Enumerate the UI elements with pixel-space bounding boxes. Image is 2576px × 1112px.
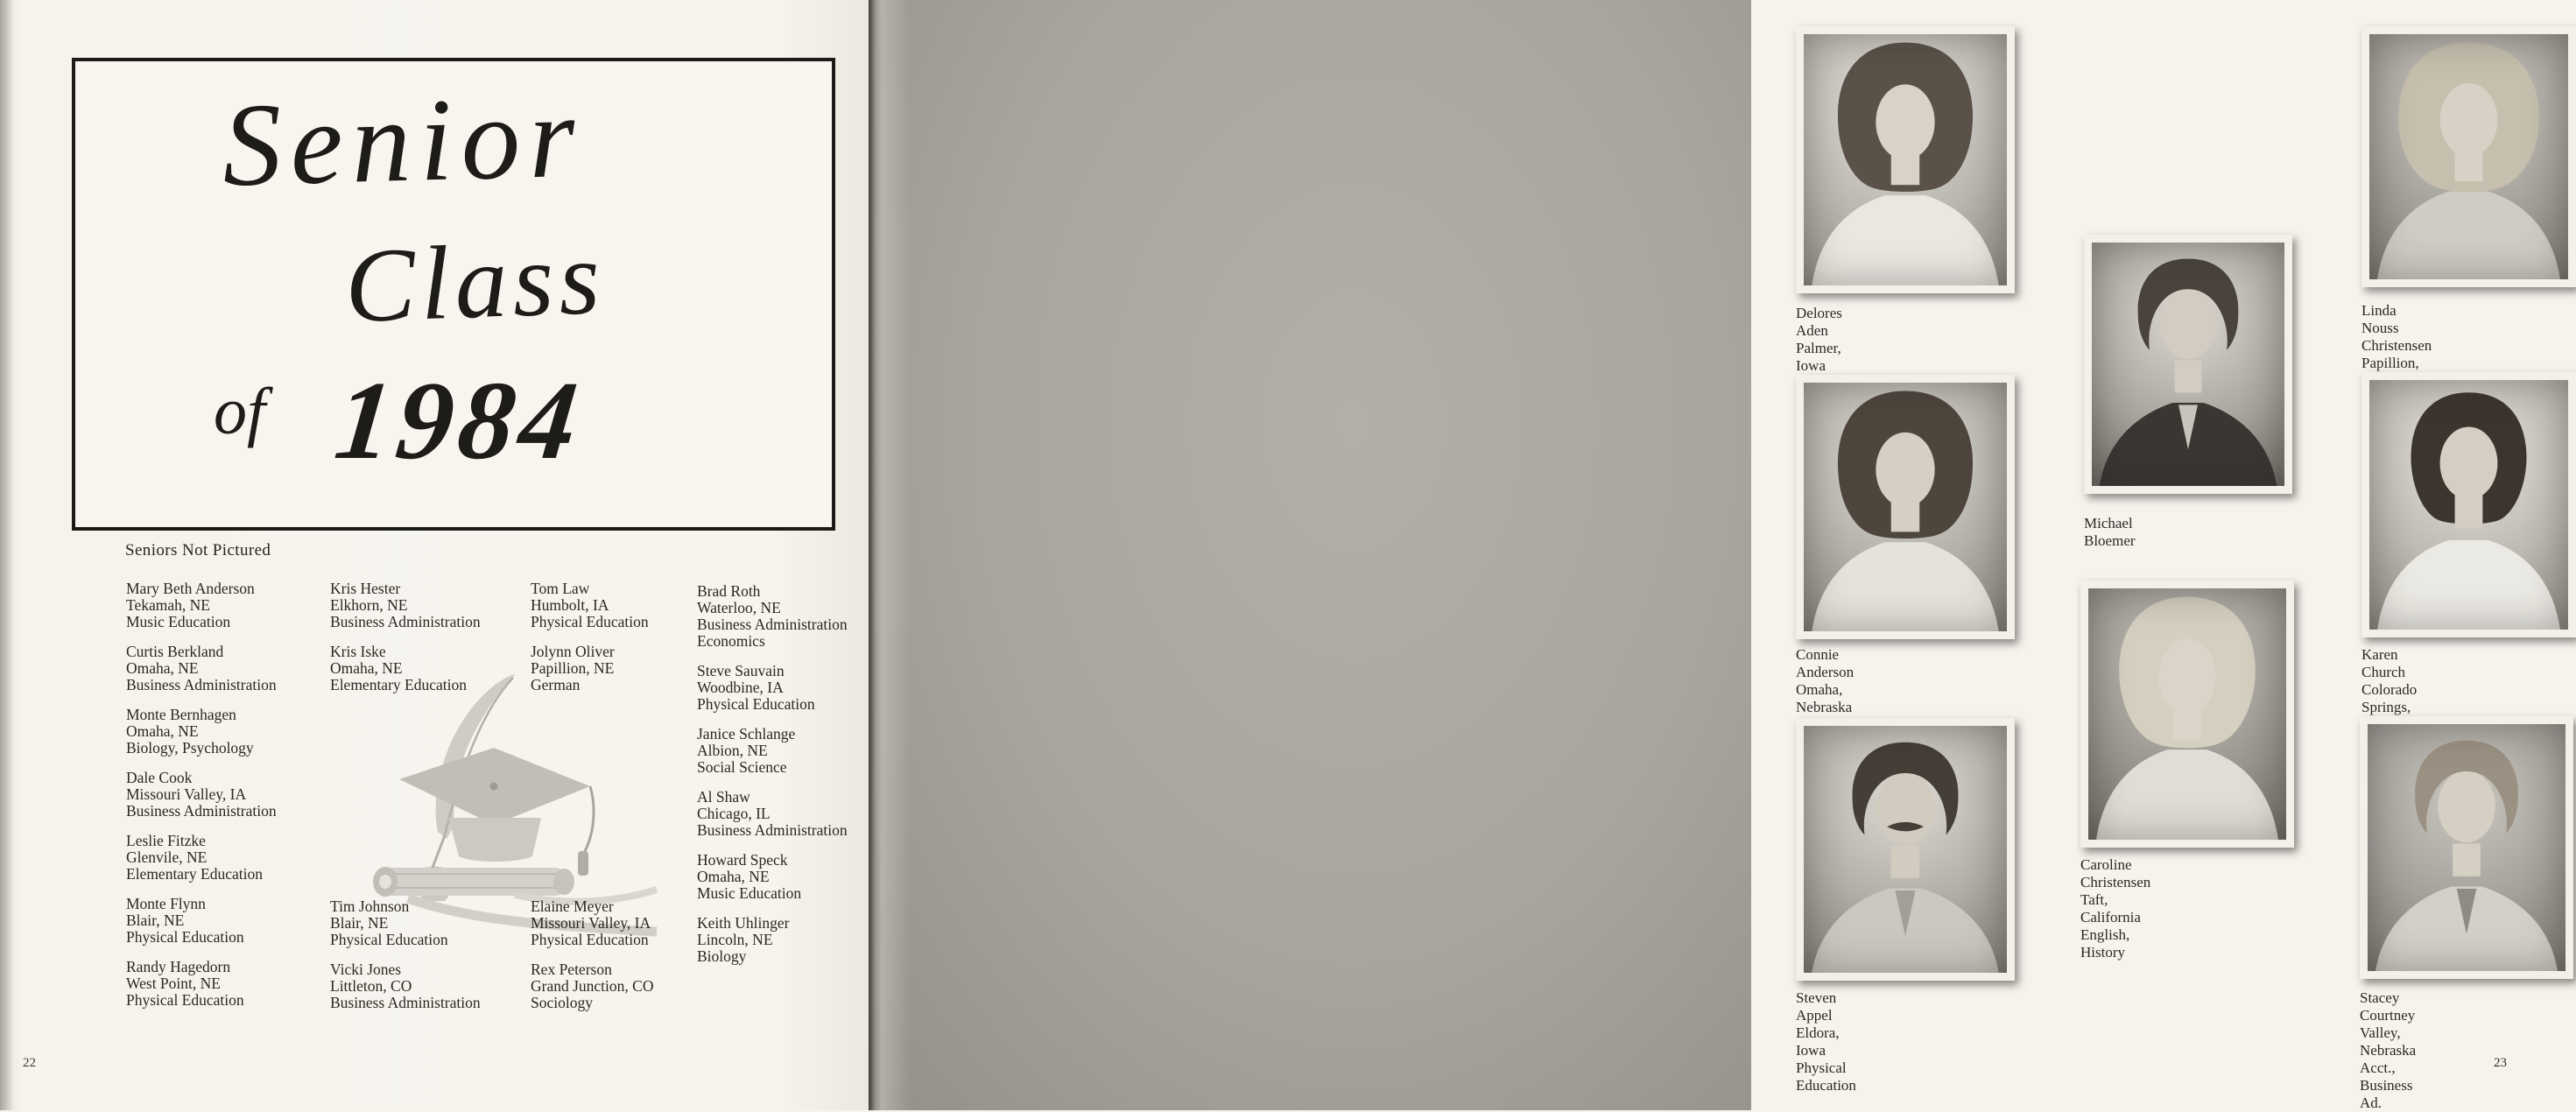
unpictured-senior-entry <box>126 644 326 693</box>
senior-name: Dale Cook <box>126 769 193 786</box>
person-silhouette-icon <box>2368 724 2565 971</box>
student-hometown: Eldora, Iowa <box>1796 1024 1840 1059</box>
senior-hometown: Omaha, NE <box>126 722 199 740</box>
senior-name: Janice Schlange <box>697 725 796 743</box>
student-hometown: Taft, California <box>2080 891 2141 925</box>
yearbook-right-page <box>869 0 2507 1111</box>
senior-hometown: Omaha, NE <box>697 868 770 885</box>
senior-name: Brad Roth <box>697 582 761 600</box>
person-silhouette-icon <box>2092 243 2284 486</box>
senior-hometown: Waterloo, NE <box>697 599 781 616</box>
student-name: Stacey Courtney <box>2360 989 2416 1024</box>
section-heading: Seniors Not Pictured <box>125 541 271 560</box>
column-gap <box>330 707 530 898</box>
student-name: Connie Anderson <box>1796 646 1855 680</box>
page-number-left: 22 <box>23 1056 36 1070</box>
person-silhouette-icon <box>1804 383 2007 631</box>
senior-hometown: Omaha, NE <box>330 659 403 677</box>
unpictured-senior-entry <box>126 959 326 1009</box>
student-major: Acct., Business Ad. <box>2360 1059 2413 1111</box>
senior-name: Keith Uhlinger <box>697 914 790 932</box>
person-silhouette-icon <box>2369 380 2568 630</box>
student-hometown: Omaha, Nebraska <box>1796 681 1853 715</box>
senior-hometown: Humbolt, IA <box>531 596 609 614</box>
senior-hometown: Elkhorn, NE <box>330 596 408 614</box>
senior-major: Elementary Education <box>330 676 467 693</box>
portrait-photo-delores-aden <box>1796 26 2015 293</box>
portrait-image <box>2369 380 2568 630</box>
senior-name: Leslie Fitzke <box>126 832 206 849</box>
title-word-of: of <box>214 375 266 448</box>
portrait-image <box>2092 243 2284 486</box>
senior-name: Monte Flynn <box>126 895 206 912</box>
senior-name: Al Shaw <box>697 788 750 806</box>
senior-hometown: Grand Junction, CO <box>531 977 654 995</box>
unpictured-senior-entry <box>330 961 530 1011</box>
student-hometown: Valley, Nebraska <box>2360 1024 2417 1059</box>
unpictured-senior-entry <box>126 896 326 946</box>
student-name: Michael Bloemer <box>2084 515 2136 549</box>
senior-hometown: Omaha, NE <box>126 659 199 677</box>
student-hometown: Palmer, Iowa <box>1796 340 1841 374</box>
senior-name: Tim Johnson <box>330 897 410 915</box>
scan-edge-shadow <box>0 0 14 1110</box>
portrait-photo-connie-anderson <box>1796 375 2015 639</box>
portrait-image <box>2088 588 2286 840</box>
unpictured-senior-entry <box>697 583 897 650</box>
unpictured-senior-entry <box>126 581 326 630</box>
senior-major: German <box>531 676 581 693</box>
unpictured-senior-entry <box>126 770 326 820</box>
portrait-image <box>2368 724 2565 971</box>
senior-major: Business Administration <box>330 994 481 1011</box>
senior-name: Jolynn Oliver <box>531 643 615 660</box>
photo-caption <box>2360 989 2416 1112</box>
senior-name: Tom Law <box>531 580 590 597</box>
photo-caption <box>2080 856 2150 961</box>
unpictured-column-1 <box>126 581 326 1022</box>
person-silhouette-icon <box>2369 34 2568 279</box>
student-major: Physical Education <box>1796 1059 1856 1094</box>
senior-major: Physical Education <box>126 928 244 946</box>
unpictured-senior-entry <box>126 707 326 757</box>
senior-hometown: Littleton, CO <box>330 977 412 995</box>
portrait-photo-karen-church <box>2361 372 2576 637</box>
portrait-image <box>2369 34 2568 279</box>
title-year: 1984 <box>329 358 588 482</box>
senior-major: Biology, Psychology <box>126 739 254 757</box>
senior-name: Howard Speck <box>697 851 788 869</box>
senior-name: Vicki Jones <box>330 961 402 978</box>
unpictured-senior-entry <box>697 663 897 713</box>
student-hometown: Papillion, <box>2361 355 2419 371</box>
senior-hometown: Tekamah, NE <box>126 596 210 614</box>
senior-name: Mary Beth Anderson <box>126 580 255 597</box>
photo-caption <box>1796 989 1856 1094</box>
unpictured-senior-entry <box>697 789 897 839</box>
portrait-photo-linda-nouss-christensen <box>2361 26 2576 287</box>
photo-caption <box>2084 515 2136 550</box>
unpictured-senior-entry <box>330 644 530 693</box>
unpictured-senior-entry <box>697 852 897 902</box>
senior-name: Elaine Meyer <box>531 897 614 915</box>
senior-major: Business Administration <box>330 613 481 630</box>
portrait-image <box>1804 34 2007 285</box>
senior-hometown: Glenvile, NE <box>126 848 208 866</box>
portrait-photo-caroline-christensen <box>2080 581 2294 848</box>
person-silhouette-icon <box>1804 34 2007 285</box>
senior-major: Business Administration <box>697 821 848 839</box>
senior-name: Kris Iske <box>330 643 386 660</box>
senior-major: Physical Education <box>531 931 649 948</box>
senior-major: Physical Education <box>697 695 815 713</box>
senior-major-secondary: Economics <box>697 632 765 650</box>
senior-major: Biology <box>697 947 747 965</box>
unpictured-senior-entry <box>697 726 897 776</box>
student-name: Delores Aden <box>1796 305 1842 339</box>
unpictured-column-4 <box>697 583 897 978</box>
senior-major: Business Administration <box>697 616 848 633</box>
senior-name: Kris Hester <box>330 580 401 597</box>
student-name: Linda Nouss Christensen <box>2361 302 2432 354</box>
senior-major: Business Administration <box>126 676 277 693</box>
senior-major: Music Education <box>126 613 231 630</box>
student-name: Caroline Christensen <box>2080 856 2151 890</box>
senior-hometown: Papillion, NE <box>531 659 615 677</box>
unpictured-senior-entry <box>126 833 326 883</box>
portrait-image <box>1804 383 2007 631</box>
senior-major: Business Administration <box>126 802 277 820</box>
title-box <box>72 58 835 531</box>
senior-hometown: Lincoln, NE <box>697 931 773 948</box>
portrait-photo-steven-appel <box>1796 718 2015 981</box>
senior-hometown: Chicago, IL <box>697 805 771 822</box>
unpictured-senior-entry <box>330 898 530 948</box>
senior-major: Physical Education <box>330 931 448 948</box>
person-silhouette-icon <box>1804 726 2007 973</box>
person-silhouette-icon <box>2088 588 2286 840</box>
senior-major: Physical Education <box>126 991 244 1009</box>
title-word-class: Class <box>342 218 607 345</box>
portrait-photo-stacey-courtney <box>2360 716 2573 979</box>
senior-hometown: West Point, NE <box>126 975 221 992</box>
unpictured-senior-entry <box>330 581 530 630</box>
yearbook-left-page <box>0 0 869 1110</box>
senior-name: Curtis Berkland <box>126 643 224 660</box>
title-word-senior: Senior <box>221 71 586 212</box>
senior-name: Monte Bernhagen <box>126 706 236 723</box>
senior-hometown: Blair, NE <box>330 914 389 932</box>
senior-hometown: Albion, NE <box>697 742 768 759</box>
portrait-image <box>1804 726 2007 973</box>
senior-major: Sociology <box>531 994 593 1011</box>
senior-name: Randy Hagedorn <box>126 958 231 975</box>
senior-hometown: Missouri Valley, IA <box>126 785 247 803</box>
senior-name: Rex Peterson <box>531 961 612 978</box>
portrait-photo-michael-bloemer <box>2084 235 2292 494</box>
senior-major: Elementary Education <box>126 865 263 883</box>
senior-hometown: Woodbine, IA <box>697 679 784 696</box>
senior-major: Physical Education <box>531 613 649 630</box>
unpictured-senior-entry <box>697 915 897 965</box>
senior-major: Social Science <box>697 758 787 776</box>
student-hometown: Colorado Springs, <box>2361 681 2418 715</box>
senior-name: Steve Sauvain <box>697 662 785 679</box>
student-major: English, History <box>2080 926 2130 961</box>
unpictured-column-2 <box>330 581 530 1024</box>
page-number-right: 23 <box>2494 1056 2507 1070</box>
student-name: Steven Appel <box>1796 989 1837 1024</box>
student-name: Karen Church <box>2361 646 2406 680</box>
senior-hometown: Missouri Valley, IA <box>531 914 651 932</box>
senior-hometown: Blair, NE <box>126 911 185 929</box>
senior-major: Music Education <box>697 884 802 902</box>
